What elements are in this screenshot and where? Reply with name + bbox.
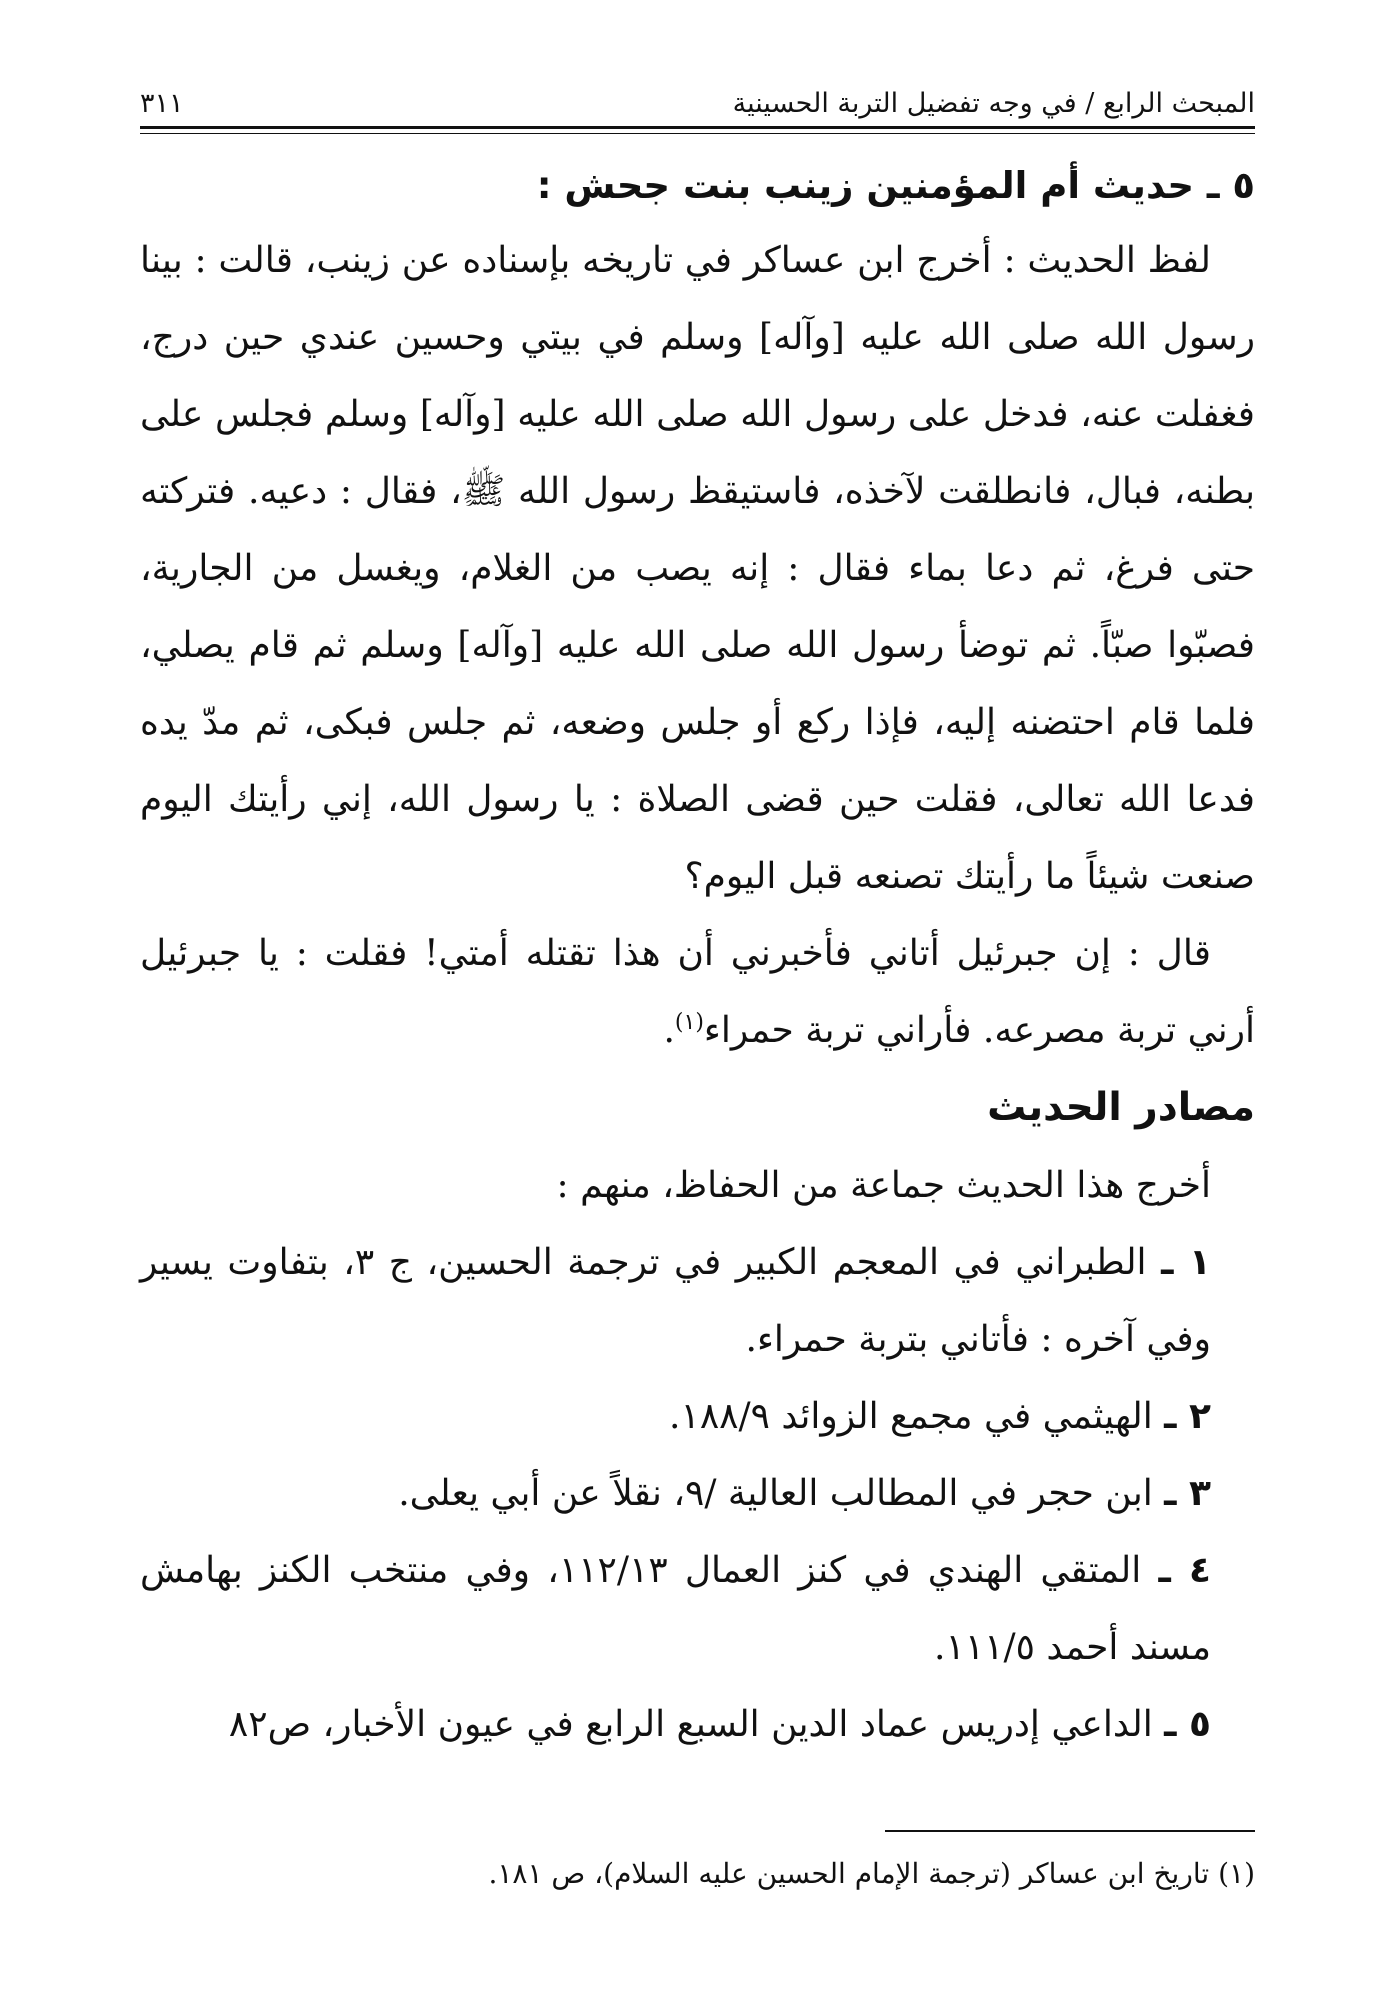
source-item [140, 1378, 1255, 1455]
source-item-number: ٥ ـ [1164, 1703, 1211, 1745]
footnote-reference[interactable]: (١) [674, 1009, 704, 1035]
source-item-number: ١ ـ [1161, 1241, 1211, 1283]
header-rule [140, 126, 1255, 129]
source-item [140, 1224, 1255, 1378]
page-number: ٣١١ [140, 87, 184, 119]
sentence-end: . [663, 1009, 675, 1051]
source-item-text: المتقي الهندي في كنز العمال ١١٢/١٣، وفي منتخب الكنز بهامش مسند أحمد ١١١/٥. [140, 1549, 1211, 1668]
document-page [140, 70, 1255, 1970]
source-item [140, 1532, 1255, 1686]
source-item-text: الطبراني في المعجم الكبير في ترجمة الحسين، ج ٣، بتفاوت يسير وفي آخره : فأتاني بتربة حمراء. [140, 1241, 1211, 1360]
running-header [140, 70, 1255, 120]
source-item-number: ٢ ـ [1164, 1395, 1211, 1437]
footnote-area [140, 1830, 1255, 1893]
section-heading: ٥ ـ حديث أم المؤمنين زينب بنت جحش : [536, 164, 1255, 207]
sources-intro: أخرج هذا الحديث جماعة من الحفاظ، منهم : [556, 1164, 1211, 1206]
hadith-paragraph: لفظ الحديث : أخرج ابن عساكر في تاريخه بإسناده عن زينب، قالت : بينا رسول الله صلى الله عليه [وآله] وسلم في بيتي وحسين عندي حين درج، فغفلت عنه، فدخل على رسول الله صلى الله عليه [وآله] وسلم فجلس على بطنه، فبال، فانطلقت لآخذه، فاستيقظ رسول الله ﷺ، فقال : دعيه. فتركته حتى فرغ، ثم دعا بماء فقال : إنه يصب من الغلام، ويغسل من الجارية، فصبّوا صبّاً. ثم توضأ رسول الله صلى الله عليه [وآله] وسلم ثم قام يصلي، فلما قام احتضنه إليه، فإذا ركع أو جلس وضعه، ثم جلس فبكى، ثم مدّ يده فدعا الله تعالى، فقلت حين قضى الصلاة : يا رسول الله، إني رأيتك اليوم صنعت شيئاً ما رأيتك تصنعه قبل اليوم؟ [140, 239, 1255, 897]
footnote: (١) تاريخ ابن عساكر (ترجمة الإمام الحسين عليه السلام)، ص ١٨١. [488, 1857, 1255, 1890]
header-rule-thin [140, 133, 1255, 134]
hadith-paragraph-final-text: قال : إن جبرئيل أتاني فأخبرني أن هذا تقتله أمتي! فقلت : يا جبرئيل أرني تربة مصرعه. فأراني تربة حمراء [140, 932, 1255, 1051]
source-item-number: ٣ ـ [1164, 1472, 1211, 1514]
source-item [140, 1455, 1255, 1532]
header-title: المبحث الرابع / في وجه تفضيل التربة الحسينية [732, 87, 1255, 119]
source-item-text: الهيثمي في مجمع الزوائد ١٨٨/٩. [669, 1395, 1153, 1437]
source-item-text: الداعي إدريس عماد الدين السبع الرابع في عيون الأخبار، ص٨٢ [228, 1703, 1153, 1745]
source-item [140, 1686, 1255, 1763]
source-item-number: ٤ ـ [1158, 1549, 1212, 1591]
hadith-paragraph-final [140, 915, 1255, 1069]
sources-heading: مصادر الحديث [987, 1084, 1255, 1130]
source-item-text: ابن حجر في المطالب العالية /٩، نقلاً عن أبي يعلى. [398, 1472, 1153, 1514]
footnote-rule [885, 1830, 1255, 1832]
